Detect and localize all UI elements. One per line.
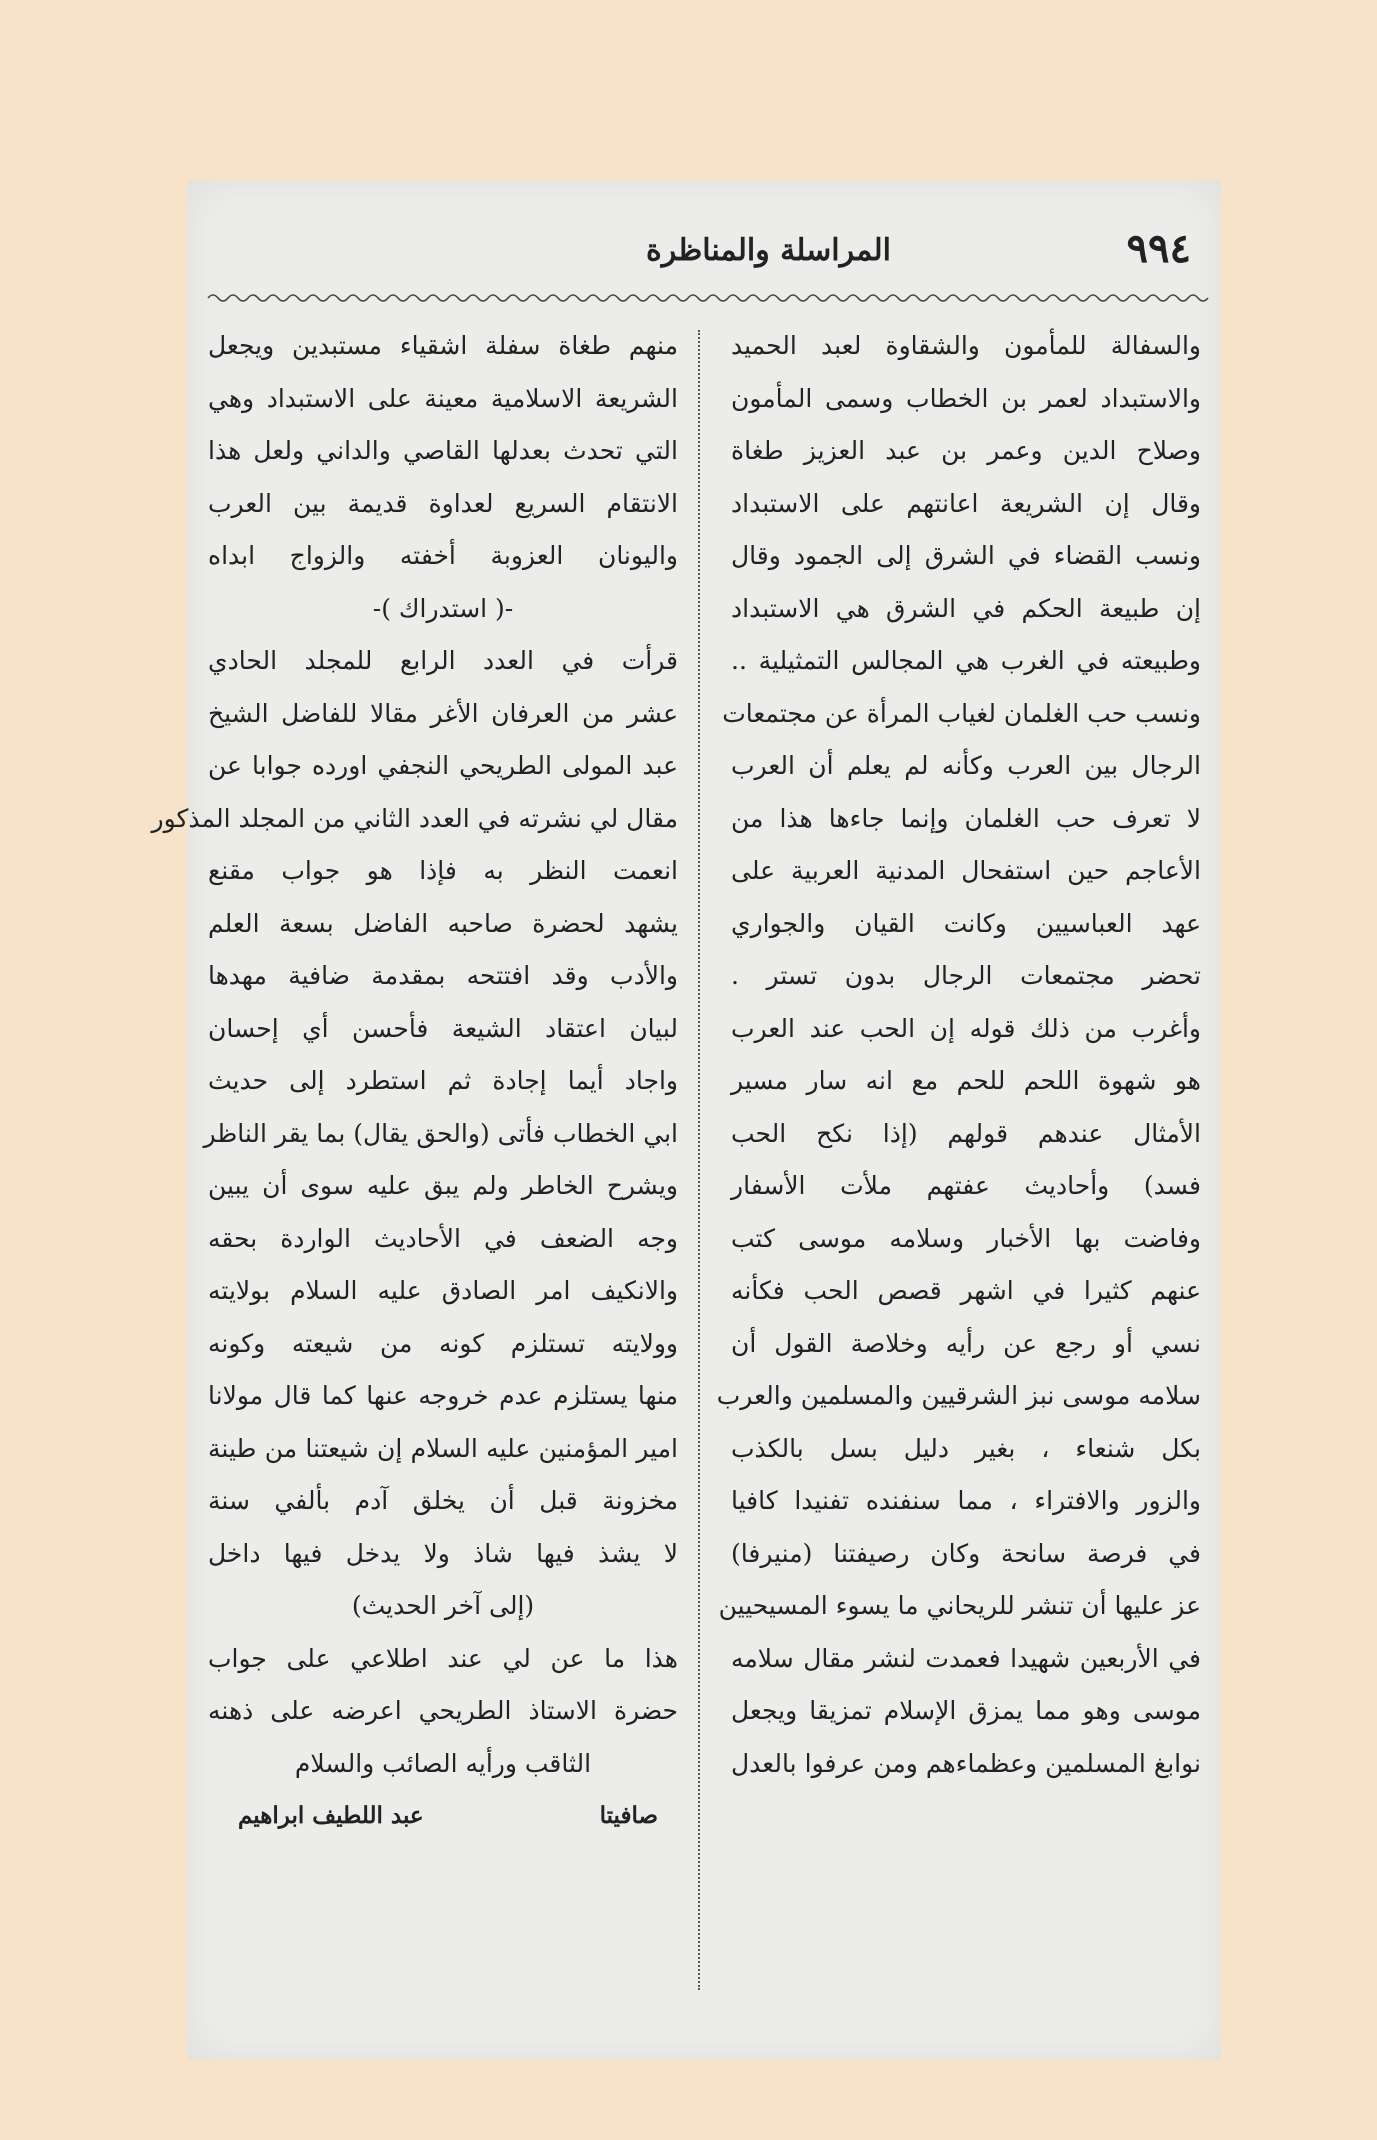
- text-line: الأمثال عندهم قولهم (إذا نكح الحب: [731, 1118, 1201, 1148]
- text-line: عشر من العرفان الأغر مقالا للفاضل الشيخ: [208, 698, 678, 728]
- text-line: موسى وهو مما يمزق الإسلام تمزيقا ويجعل: [731, 1696, 1201, 1725]
- text-line: قرأت في العدد الرابع للمجلد الحادي: [208, 646, 678, 675]
- page-number: ٩٩٤: [1126, 225, 1191, 272]
- text-line: تحضر مجتمعات الرجال بدون تستر .: [731, 961, 1201, 990]
- right-column: [716, 320, 1201, 2020]
- signature-place: صافيتا: [599, 1802, 658, 1829]
- text-line: عنهم كثيرا في اشهر قصص الحب فكأنه: [731, 1276, 1201, 1305]
- text-line: وفاضت بها الأخبار وسلامه موسى كتب: [731, 1223, 1201, 1253]
- text-line: لبيان اعتقاد الشيعة فأحسن أي إحسان: [208, 1013, 678, 1043]
- text-line: ابي الخطاب فأتى (والحق يقال) بما يقر الناظر: [203, 1118, 678, 1148]
- wavy-divider: [208, 290, 1201, 306]
- text-line: في الأربعين شهيدا فعمدت لنشر مقال سلامه: [731, 1643, 1201, 1673]
- text-line: والأدب وقد افتتحه بمقدمة ضافية مهدها: [208, 961, 678, 990]
- text-line: إن طبيعة الحكم في الشرق هي الاستبداد: [731, 593, 1201, 623]
- text-line: والانكيف امر الصادق عليه السلام بولايته: [208, 1276, 678, 1305]
- text-line: واليونان العزوبة أخفته والزواج ابداه: [208, 541, 678, 570]
- signature-block: [208, 1790, 678, 1842]
- text-columns: [151, 320, 1201, 2020]
- page-header: [188, 225, 1221, 285]
- text-line: عهد العباسيين وكانت القيان والجواري: [731, 908, 1201, 938]
- text-line: مقال لي نشرته في العدد الثاني من المجلد المذكور: [151, 803, 678, 833]
- text-line: انعمت النظر به فإذا هو جواب مقنع: [208, 856, 678, 885]
- text-line: عبد المولى الطريحي النجفي اورده جوابا عن: [208, 751, 678, 780]
- text-line: عز عليها أن تنشر للريحاني ما يسوء المسيحيين: [718, 1591, 1201, 1620]
- text-line: مخزونة قبل أن يخلق آدم بألفي سنة: [208, 1486, 678, 1515]
- text-line: (إلى آخر الحديث): [351, 1591, 535, 1620]
- text-line: والزور والافتراء ، مما سنفنده تفنيدا كافيا: [731, 1486, 1201, 1515]
- text-line: نسي أو رجع عن رأيه وخلاصة القول أن: [731, 1328, 1201, 1358]
- text-line: الثاقب ورأيه الصائب والسلام: [294, 1748, 592, 1778]
- text-line: ويشرح الخاطر ولم يبق عليه سوى أن يبين: [208, 1171, 678, 1200]
- text-line: الشريعة الاسلامية معينة على الاستبداد وهي: [208, 383, 678, 413]
- text-line: والاستبداد لعمر بن الخطاب وسمى المأمون: [731, 383, 1201, 413]
- text-line: هذا ما عن لي عند اطلاعي على جواب: [208, 1643, 678, 1673]
- text-line: وصلاح الدين وعمر بن عبد العزيز طغاة: [731, 436, 1201, 465]
- text-line: منها يستلزم عدم خروجه عنها كما قال مولانا: [208, 1381, 678, 1410]
- text-line: وأغرب من ذلك قوله إن الحب عند العرب: [731, 1013, 1201, 1043]
- signature-name: عبد اللطيف ابراهيم: [238, 1802, 424, 1829]
- left-column: [151, 320, 678, 2020]
- text-line: وطبيعته في الغرب هي المجالس التمثيلية ..: [731, 646, 1201, 675]
- text-line: سلامه موسى نبز الشرقيين والمسلمين والعرب: [716, 1381, 1201, 1410]
- text-line: والسفالة للمأمون والشقاوة لعبد الحميد: [731, 331, 1201, 360]
- text-line: الأعاجم حين استفحال المدنية العربية على: [731, 856, 1201, 885]
- text-line: هو شهوة اللحم للحم مع انه سار مسير: [731, 1066, 1201, 1095]
- text-line: الانتقام السريع لعداوة قديمة بين العرب: [208, 488, 678, 518]
- text-line: حضرة الاستاذ الطريحي اعرضه على ذهنه: [208, 1696, 678, 1725]
- section-heading: -( استدراك )-: [372, 593, 514, 623]
- text-line: وجه الضعف في الأحاديث الواردة بحقه: [208, 1223, 678, 1253]
- text-line: الرجال بين العرب وكأنه لم يعلم أن العرب: [731, 751, 1201, 780]
- text-line: يشهد لحضرة صاحبه الفاضل بسعة العلم: [208, 908, 678, 938]
- text-line: منهم طغاة سفلة اشقياء مستبدين ويجعل: [208, 331, 678, 360]
- text-line: ونسب حب الغلمان لغياب المرأة عن مجتمعات: [722, 698, 1201, 728]
- text-line: التي تحدث بعدلها القاصي والداني ولعل هذا: [208, 436, 678, 465]
- running-title: المراسلة والمناظرة: [646, 233, 891, 268]
- text-line: وقال إن الشريعة اعانتهم على الاستبداد: [731, 488, 1201, 518]
- text-line: في فرصة سانحة وكان رصيفتنا (منيرفا): [731, 1538, 1201, 1568]
- text-line: لا يشذ فيها شاذ ولا يدخل فيها داخل: [208, 1538, 678, 1568]
- document-page: [151, 180, 1221, 2060]
- text-line: امير المؤمنين عليه السلام إن شيعتنا من طينة: [208, 1433, 678, 1463]
- text-line: ونسب القضاء في الشرق إلى الجمود وقال: [731, 541, 1201, 570]
- text-line: بكل شنعاء ، بغير دليل بسل بالكذب: [731, 1433, 1201, 1463]
- text-line: نوابغ المسلمين وعظماءهم ومن عرفوا بالعدل: [731, 1748, 1201, 1778]
- text-line: لا تعرف حب الغلمان وإنما جاءها هذا من: [731, 803, 1201, 833]
- text-line: واجاد أيما إجادة ثم استطرد إلى حديث: [208, 1066, 678, 1095]
- text-line: فسد) وأحاديث عفتهم ملأت الأسفار: [731, 1171, 1201, 1200]
- column-divider: [698, 330, 700, 1990]
- text-line: وولايته تستلزم كونه من شيعته وكونه: [208, 1328, 678, 1358]
